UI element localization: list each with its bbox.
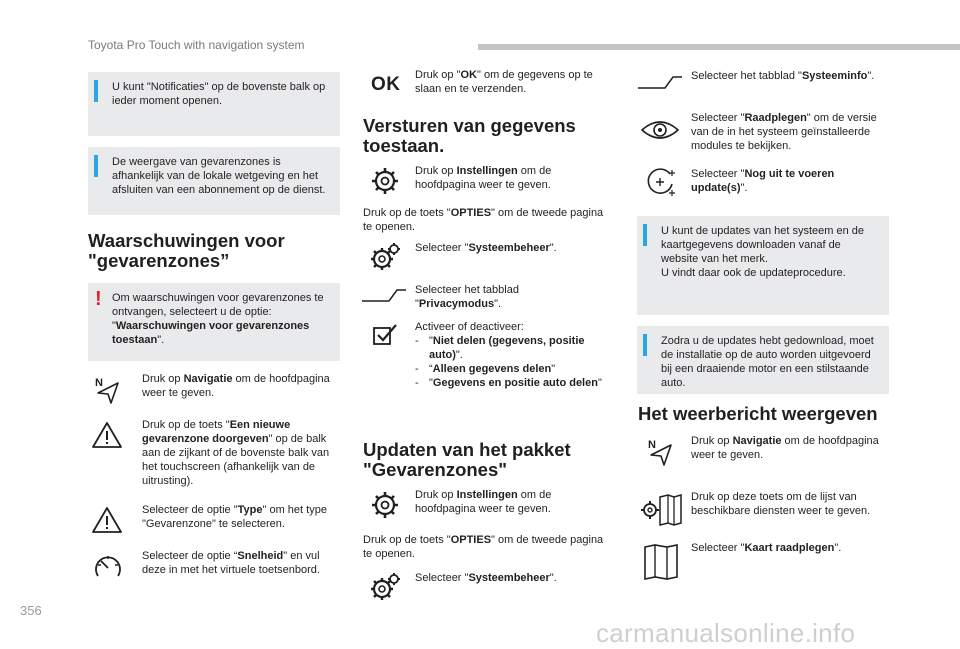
running-header: Toyota Pro Touch with navigation system	[88, 38, 305, 52]
step-bold: Snelheid	[237, 550, 284, 562]
info-marker-icon	[643, 224, 647, 246]
step-text: Druk op	[415, 489, 457, 501]
step-text: Selecteer "	[691, 542, 745, 554]
step-bold: Instellingen	[456, 165, 518, 177]
step-text: " om de versie van de in het systeem geïnstalleerde modules te bekijken.	[691, 112, 877, 152]
step-navigation	[142, 372, 342, 400]
step-navigation-weather	[691, 434, 881, 462]
navigation-icon	[645, 437, 675, 467]
step-text: "	[429, 335, 433, 347]
step-bold: Raadplegen	[744, 112, 807, 124]
section-heading-update-package: Updaten van het pakket "Gevarenzones"	[363, 439, 571, 480]
step-bold: Navigatie	[732, 435, 782, 447]
ok-icon: OK	[371, 74, 401, 95]
step-text: " om de gegevens op te slaan en te verzenden.	[415, 69, 593, 95]
info-note-notifications	[88, 72, 340, 136]
step-text: Druk op	[142, 373, 184, 385]
step-text: "	[597, 377, 602, 389]
step-select-speed	[142, 549, 342, 577]
navigation-icon	[92, 375, 122, 405]
step-text: ".	[867, 70, 875, 82]
warning-triangle-icon	[91, 420, 123, 450]
warning-note-danger-zones	[88, 283, 340, 361]
step-bold: Gegevens en positie auto delen	[432, 377, 598, 389]
step-text: " om de tweede pagina te openen.	[363, 534, 604, 560]
step-text: Selecteer "	[691, 168, 745, 180]
warning-exclamation-icon: !	[95, 288, 102, 310]
svg-text:N: N	[95, 377, 103, 389]
step-select-type	[142, 503, 342, 531]
settings-gear-icon	[370, 490, 400, 520]
step-privacy-tab	[415, 283, 605, 311]
step-text: om de hoofdpagina weer te geven.	[691, 435, 879, 461]
step-settings-update	[415, 488, 605, 516]
step-text: ".	[494, 298, 502, 310]
step-text: Selecteer "	[691, 112, 745, 124]
tab-icon	[637, 74, 683, 90]
step-text: Activeer of deactiveer:	[415, 321, 524, 333]
step-bold: Systeembeheer	[468, 572, 550, 584]
section-heading-danger-zones: Waarschuwingen voor "gevarenzones”	[88, 230, 285, 271]
step-view-versions	[691, 111, 891, 153]
info-note-local-law	[88, 147, 340, 215]
step-text: Druk op	[691, 435, 733, 447]
list-item	[415, 334, 615, 362]
step-bold: Type	[237, 504, 263, 516]
note-text: U kunt "Notificaties" op de bovenste balk op ieder moment openen.	[112, 81, 326, 107]
step-text: Druk op	[415, 165, 457, 177]
header-bar	[478, 44, 960, 50]
info-note-download-updates	[637, 216, 889, 315]
step-bold: OPTIES	[450, 207, 492, 219]
system-settings-gears-icon	[368, 241, 402, 273]
step-text: " om het type "Gevarenzone" te selecteren.	[142, 504, 327, 530]
update-refresh-icon	[642, 166, 678, 198]
note-text: U kunt de updates van het systeem en de kaartgegevens downloaden vanaf de website van het merk.	[661, 225, 865, 265]
step-bold: Instellingen	[456, 489, 518, 501]
step-text: "	[429, 377, 433, 389]
step-bold: Nog uit te voeren update(s)	[691, 168, 835, 194]
step-bold: Systeembeheer	[468, 242, 550, 254]
step-text: " op de balk aan de zijkant of de bovenste balk van het touchscreen (afhankelijk van de uitrusting).	[142, 433, 330, 487]
step-text: “	[429, 363, 433, 375]
eye-icon	[640, 117, 680, 143]
settings-gear-icon	[370, 166, 400, 196]
step-text: om de hoofdpagina weer te geven.	[415, 165, 552, 191]
step-pending-updates	[691, 167, 881, 195]
services-map-gear-icon	[640, 493, 682, 527]
step-text: ".	[455, 349, 463, 361]
step-bold: Navigatie	[183, 373, 233, 385]
note-text: De weergave van gevarenzones is afhankelijk van de lokale wetgeving en het afsluiten van een abonnement op de dienst.	[112, 156, 326, 196]
step-bold: Een nieuwe gevarenzone doorgeven	[142, 419, 291, 445]
step-text: Selecteer het tabblad "	[691, 70, 802, 82]
speedometer-icon	[92, 551, 124, 583]
step-text: om de hoofdpagina weer te geven.	[142, 373, 330, 399]
info-marker-icon	[643, 334, 647, 356]
step-text: Selecteer "	[415, 242, 469, 254]
step-settings	[415, 164, 605, 192]
system-settings-gears-icon	[368, 571, 402, 603]
step-text: Druk op de toets "	[142, 419, 230, 431]
step-text: " en vul deze in met het virtuele toetsenbord.	[142, 550, 320, 576]
section-heading-weather: Het weerbericht weergeven	[638, 403, 878, 424]
info-note-install-updates	[637, 326, 889, 394]
step-bold: Alleen gegevens delen	[432, 363, 552, 375]
note-text: Om waarschuwingen voor gevarenzones te ontvangen, selecteert u de optie: "	[112, 292, 324, 332]
step-text: Selecteer het tabblad "	[415, 284, 519, 310]
step-text: Selecteer de optie “	[142, 550, 238, 562]
watermark: carmanualsonline.info	[596, 618, 856, 648]
section-heading-send-data: Versturen van gegevens toestaan.	[363, 115, 576, 156]
note-text: U vindt daar ook de updateprocedure.	[661, 267, 846, 279]
step-services-list: Druk op deze toets om de lijst van beschikbare diensten weer te geven.	[691, 491, 871, 517]
step-text: Druk op de toets "	[363, 207, 451, 219]
step-options	[363, 206, 613, 234]
step-report-danger-zone	[142, 418, 342, 488]
step-system-management	[415, 241, 605, 255]
list-item	[415, 376, 615, 390]
note-text: Zodra u de updates hebt gedownload, moet de installatie op de auto worden uitgevoerd bij een draaiende motor en een stilstaande auto.	[661, 335, 874, 389]
note-bold: Waarschuwingen voor gevarenzones toestaan	[112, 320, 310, 346]
svg-text:N: N	[648, 439, 656, 451]
step-text: ".	[549, 242, 557, 254]
step-bold: Systeeminfo	[801, 70, 868, 82]
page-number: 356	[20, 603, 42, 618]
step-consult-map	[691, 541, 881, 555]
step-system-info-tab	[691, 69, 881, 83]
step-text: " om de tweede pagina te openen.	[363, 207, 604, 233]
privacy-option-list	[415, 334, 615, 390]
step-ok	[415, 68, 615, 96]
step-options-update	[363, 533, 613, 561]
step-text: Selecteer de optie "	[142, 504, 238, 516]
map-icon	[643, 543, 679, 581]
step-bold: Privacymodus	[418, 298, 495, 310]
step-bold: OK	[460, 69, 477, 81]
step-bold: Niet delen (gegevens, positie auto)	[429, 335, 585, 361]
note-text: ".	[157, 334, 165, 346]
warning-triangle-icon	[91, 505, 123, 535]
step-text: ".	[834, 542, 842, 554]
step-text: Druk op "	[415, 69, 461, 81]
checkbox-icon	[372, 322, 398, 346]
info-marker-icon	[94, 155, 98, 177]
info-marker-icon	[94, 80, 98, 102]
list-item	[415, 362, 615, 376]
step-text: Selecteer "	[415, 572, 469, 584]
step-text: ".	[740, 182, 748, 194]
step-text: ".	[549, 572, 557, 584]
step-bold: OPTIES	[450, 534, 492, 546]
step-system-management-update	[415, 571, 605, 585]
step-text: Druk op de toets "	[363, 534, 451, 546]
step-text: "	[551, 363, 556, 375]
step-text: om de hoofdpagina weer te geven.	[415, 489, 552, 515]
tab-icon	[361, 287, 407, 303]
step-activate-deactivate	[415, 320, 615, 390]
step-bold: Kaart raadplegen	[744, 542, 835, 554]
